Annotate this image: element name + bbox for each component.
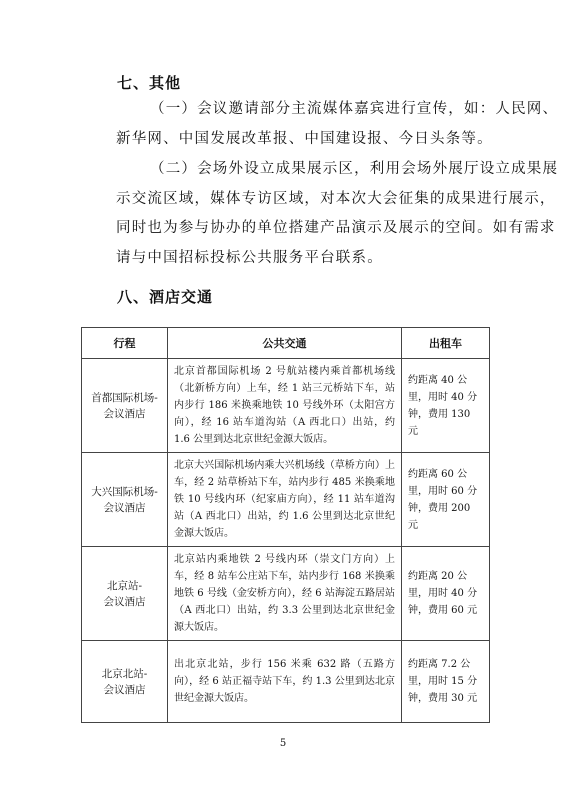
paragraph-line: 同时也为参与协办的单位搭建产品演示及展示的空间。如有需求 xyxy=(116,220,556,236)
section-heading-hotel-transport: 八、酒店交通 xyxy=(117,288,214,306)
route-line: 会议酒店 xyxy=(103,683,146,696)
section-heading-other: 七、其他 xyxy=(117,74,182,92)
taxi-cell: 约距离 7.2 公里，用时 15 分钟，费用 30 元 xyxy=(402,641,490,723)
taxi-cell: 约距离 20 公里，用时 40 分钟，费用 60 元 xyxy=(402,547,490,641)
transit-cell: 北京站内乘地铁 2 号线内环（崇文门方向）上车，经 8 站车公庄站下车，站内步行 168 米换乘地铁 6 号线（金安桥方向），经 6 站海淀五路居站（A 西北口）出站，约 3.3 公里到达北京世纪金源大饭店。 xyxy=(168,547,402,641)
route-line: 北京北站- xyxy=(101,667,148,680)
paragraph-media xyxy=(82,95,559,154)
paragraph-line: 请与中国招标投标公共服务平台联系。 xyxy=(116,249,383,266)
route-line: 会议酒店 xyxy=(103,595,146,608)
table-header-row xyxy=(82,328,490,359)
paragraph-exhibition xyxy=(82,155,559,273)
column-header-public-transport: 公共交通 xyxy=(168,328,402,359)
paragraph-line: （一）会议邀请部分主流媒体嘉宾进行宣传，如：人民网、 xyxy=(150,101,559,117)
transit-cell: 北京大兴国际机场内乘大兴机场线（草桥方向）上车，经 2 站草桥站下车，站内步行 485 米换乘地铁 10 号线内环（纪家庙方向），经 11 站车道沟站（A 西北口）出站，约 1.6 公里到达北京世纪金源大饭店。 xyxy=(168,453,402,547)
route-line: 大兴国际机场- xyxy=(91,485,158,498)
taxi-cell: 约距离 60 公里，用时 60 分钟，费用 200 元 xyxy=(402,453,490,547)
page-number: 5 xyxy=(279,738,287,749)
paragraph-line: （二）会场外设立成果展示区，利用会场外展厅设立成果展 xyxy=(150,161,559,177)
route-line: 北京站- xyxy=(106,579,143,592)
route-line: 会议酒店 xyxy=(103,407,146,420)
paragraph-line: 示交流区域，媒体专访区域，对本次大会征集的成果进行展示， xyxy=(116,190,556,207)
route-line: 首都国际机场- xyxy=(91,391,158,404)
table-row xyxy=(82,359,490,453)
route-line: 会议酒店 xyxy=(103,501,146,514)
taxi-cell: 约距离 40 公里，用时 40 分钟，费用 130 元 xyxy=(402,359,490,453)
transit-cell: 出北京北站，步行 156 米乘 632 路（五路方向），经 6 站正福寺站下车，约 1.3 公里到达北京世纪金源大饭店。 xyxy=(168,641,402,723)
route-cell xyxy=(82,641,168,723)
table-row xyxy=(82,453,490,547)
route-cell xyxy=(82,359,168,453)
table-row xyxy=(82,547,490,641)
transit-cell: 北京首都国际机场 2 号航站楼内乘首都机场线（北新桥方向）上车，经 1 站三元桥站下车，站内步行 186 米换乘地铁 10 号线外环（太阳宫方向），经 16 站车道沟站（A 西北口）出站，约 1.6 公里到达北京世纪金源大饭店。 xyxy=(168,359,402,453)
route-cell xyxy=(82,547,168,641)
route-cell xyxy=(82,453,168,547)
column-header-route: 行程 xyxy=(82,328,168,359)
column-header-taxi: 出租车 xyxy=(402,328,490,359)
transport-table xyxy=(81,327,490,723)
table-row xyxy=(82,641,490,723)
paragraph-line: 新华网、中国发展改革报、中国建设报、今日头条等。 xyxy=(116,130,493,147)
